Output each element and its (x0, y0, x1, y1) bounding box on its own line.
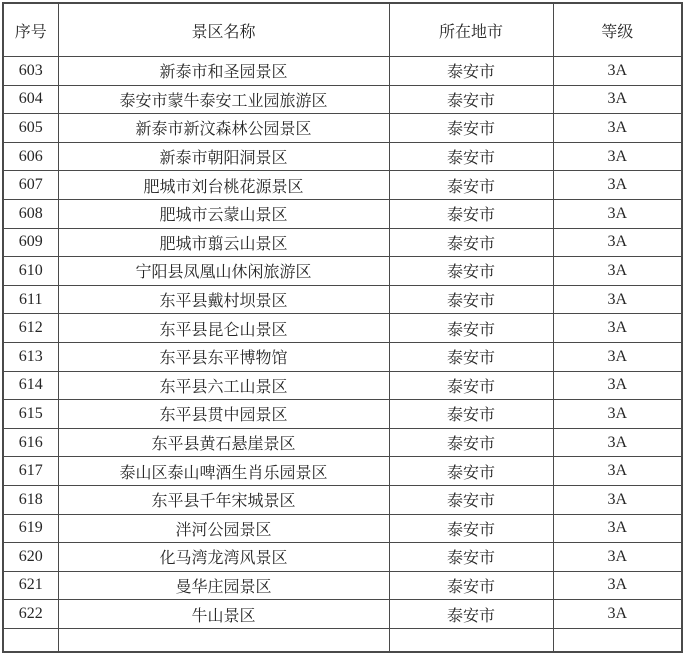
table-row (3, 571, 682, 600)
cell-grade: 3A (553, 199, 682, 228)
cell-city: 泰安市 (389, 371, 553, 400)
cell-scenic-name: 东平县戴村坝景区 (58, 285, 389, 314)
cell-scenic-name (58, 628, 389, 652)
cell-scenic-name: 肥城市刘台桃花源景区 (58, 171, 389, 200)
cell-scenic-name: 东平县六工山景区 (58, 371, 389, 400)
cell-serial: 621 (3, 571, 58, 600)
cell-scenic-name: 东平县千年宋城景区 (58, 485, 389, 514)
column-header-grade: 等级 (553, 3, 682, 57)
scenic-area-table (2, 2, 683, 653)
cell-scenic-name: 东平县东平博物馆 (58, 342, 389, 371)
cell-scenic-name: 新泰市新汶森林公园景区 (58, 114, 389, 143)
cell-grade: 3A (553, 428, 682, 457)
cell-scenic-name: 新泰市朝阳洞景区 (58, 142, 389, 171)
table-row (3, 199, 682, 228)
table-row (3, 85, 682, 114)
column-header-serial: 序号 (3, 3, 58, 57)
cell-city (389, 628, 553, 652)
table-row (3, 600, 682, 629)
cell-city: 泰安市 (389, 199, 553, 228)
table-row (3, 228, 682, 257)
cell-grade: 3A (553, 85, 682, 114)
table-header-row (3, 3, 682, 57)
cell-serial: 606 (3, 142, 58, 171)
table-body (3, 57, 682, 652)
table-row (3, 142, 682, 171)
table-row (3, 342, 682, 371)
table-row (3, 543, 682, 572)
cell-scenic-name: 东平县黄石悬崖景区 (58, 428, 389, 457)
table-row (3, 485, 682, 514)
cell-serial: 617 (3, 457, 58, 486)
cell-city: 泰安市 (389, 514, 553, 543)
cell-serial: 607 (3, 171, 58, 200)
cell-serial (3, 628, 58, 652)
cell-serial: 619 (3, 514, 58, 543)
cell-grade: 3A (553, 257, 682, 286)
table-row (3, 314, 682, 343)
cell-grade: 3A (553, 228, 682, 257)
cell-serial: 603 (3, 57, 58, 86)
table-row (3, 285, 682, 314)
table-row (3, 514, 682, 543)
cell-scenic-name: 曼华庄园景区 (58, 571, 389, 600)
cell-serial: 609 (3, 228, 58, 257)
cell-city: 泰安市 (389, 57, 553, 86)
cell-grade: 3A (553, 342, 682, 371)
cell-scenic-name: 牛山景区 (58, 600, 389, 629)
cell-serial: 615 (3, 400, 58, 429)
cell-scenic-name: 宁阳县凤凰山休闲旅游区 (58, 257, 389, 286)
cell-grade: 3A (553, 371, 682, 400)
cell-scenic-name: 肥城市翦云山景区 (58, 228, 389, 257)
cell-city: 泰安市 (389, 85, 553, 114)
cell-grade: 3A (553, 571, 682, 600)
cell-city: 泰安市 (389, 457, 553, 486)
table-row (3, 114, 682, 143)
cell-serial: 611 (3, 285, 58, 314)
cell-scenic-name: 泰安市蒙牛泰安工业园旅游区 (58, 85, 389, 114)
column-header-scenic-name: 景区名称 (58, 3, 389, 57)
cell-grade: 3A (553, 114, 682, 143)
cell-serial: 620 (3, 543, 58, 572)
cell-scenic-name: 东平县贯中园景区 (58, 400, 389, 429)
cell-city: 泰安市 (389, 114, 553, 143)
cell-city: 泰安市 (389, 171, 553, 200)
cell-city: 泰安市 (389, 571, 553, 600)
cell-city: 泰安市 (389, 485, 553, 514)
cell-grade: 3A (553, 485, 682, 514)
cell-grade: 3A (553, 171, 682, 200)
column-header-city: 所在地市 (389, 3, 553, 57)
cell-scenic-name: 肥城市云蒙山景区 (58, 199, 389, 228)
cell-grade: 3A (553, 285, 682, 314)
table-row (3, 257, 682, 286)
cell-city: 泰安市 (389, 285, 553, 314)
cell-scenic-name: 泮河公园景区 (58, 514, 389, 543)
cell-grade: 3A (553, 543, 682, 572)
cell-serial: 612 (3, 314, 58, 343)
cell-serial: 604 (3, 85, 58, 114)
table-row (3, 457, 682, 486)
table-row (3, 371, 682, 400)
cell-city: 泰安市 (389, 600, 553, 629)
cell-city: 泰安市 (389, 257, 553, 286)
table-row (3, 57, 682, 86)
table-row (3, 428, 682, 457)
cell-city: 泰安市 (389, 314, 553, 343)
cell-grade: 3A (553, 142, 682, 171)
cell-serial: 614 (3, 371, 58, 400)
cell-serial: 622 (3, 600, 58, 629)
cell-serial: 616 (3, 428, 58, 457)
cell-grade: 3A (553, 457, 682, 486)
cell-serial: 610 (3, 257, 58, 286)
cell-grade: 3A (553, 600, 682, 629)
table-row-partial (3, 628, 682, 652)
cell-city: 泰安市 (389, 428, 553, 457)
cell-city: 泰安市 (389, 228, 553, 257)
table-row (3, 400, 682, 429)
cell-serial: 613 (3, 342, 58, 371)
cell-scenic-name: 新泰市和圣园景区 (58, 57, 389, 86)
cell-grade (553, 628, 682, 652)
cell-scenic-name: 东平县昆仑山景区 (58, 314, 389, 343)
cell-city: 泰安市 (389, 142, 553, 171)
cell-serial: 618 (3, 485, 58, 514)
cell-grade: 3A (553, 514, 682, 543)
cell-grade: 3A (553, 57, 682, 86)
cell-city: 泰安市 (389, 543, 553, 572)
cell-grade: 3A (553, 400, 682, 429)
cell-grade: 3A (553, 314, 682, 343)
cell-scenic-name: 化马湾龙湾风景区 (58, 543, 389, 572)
cell-city: 泰安市 (389, 342, 553, 371)
cell-city: 泰安市 (389, 400, 553, 429)
cell-scenic-name: 泰山区泰山啤酒生肖乐园景区 (58, 457, 389, 486)
cell-serial: 605 (3, 114, 58, 143)
table-row (3, 171, 682, 200)
cell-serial: 608 (3, 199, 58, 228)
